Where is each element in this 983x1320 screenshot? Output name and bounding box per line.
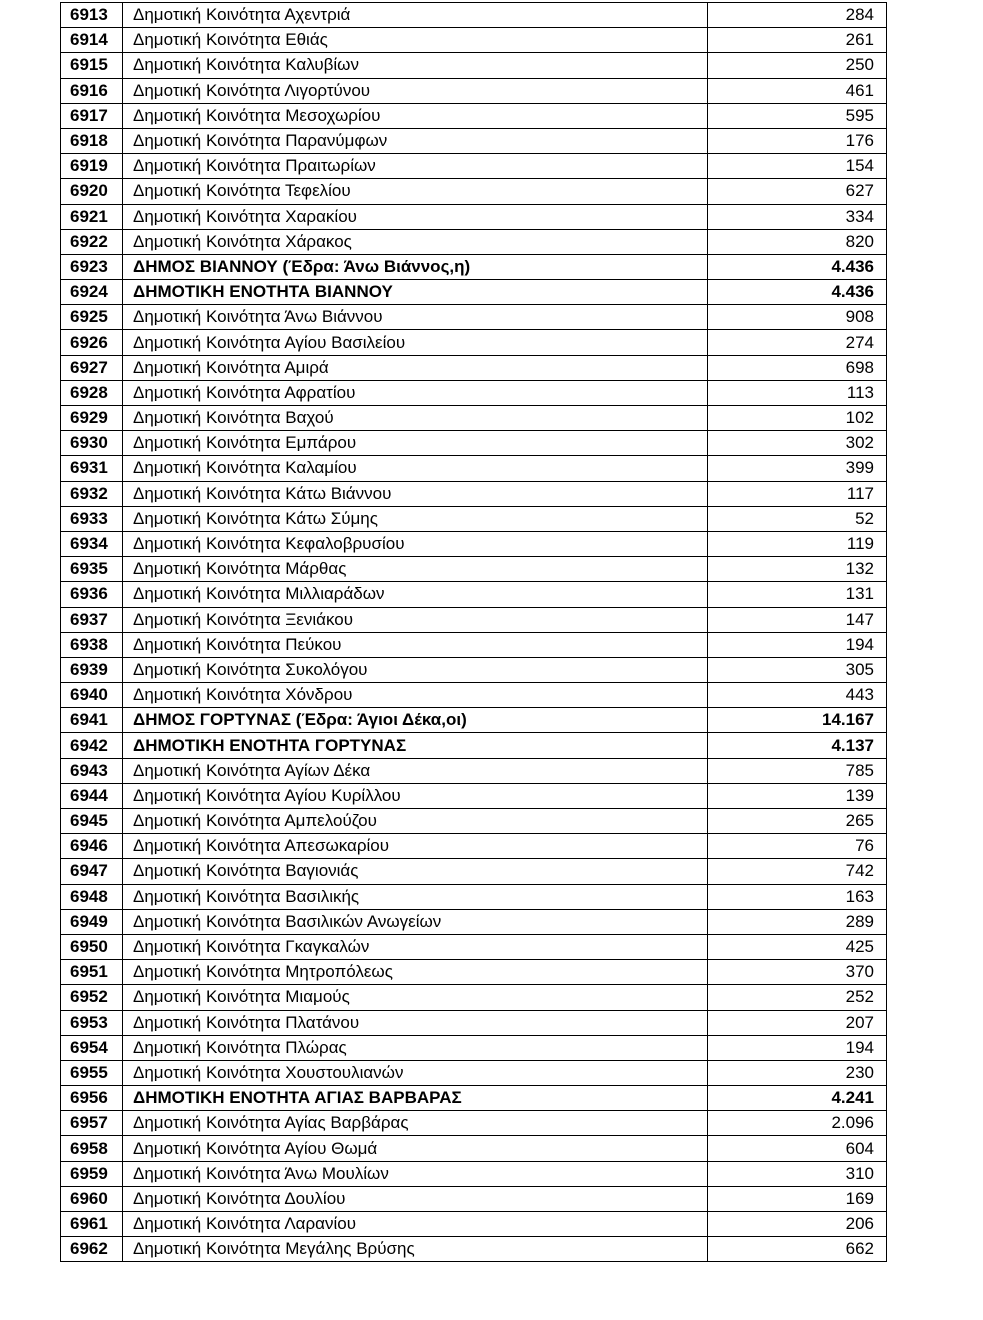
row-population-cell: 52: [708, 506, 887, 531]
table-row: [61, 506, 887, 531]
row-name-cell: ΔΗΜΟΤΙΚΗ ΕΝΟΤΗΤΑ ΒΙΑΝΝΟΥ: [123, 280, 708, 305]
row-population-cell: 194: [708, 1035, 887, 1060]
row-population-cell: 139: [708, 783, 887, 808]
row-code-cell: 6940: [61, 683, 123, 708]
row-population-cell: 4.241: [708, 1086, 887, 1111]
row-population-cell: 274: [708, 330, 887, 355]
row-population-cell: 425: [708, 934, 887, 959]
table-row: [61, 3, 887, 28]
row-code-cell: 6960: [61, 1186, 123, 1211]
table-row-heading: [61, 708, 887, 733]
table-row: [61, 305, 887, 330]
table-row: [61, 28, 887, 53]
row-population-cell: 305: [708, 657, 887, 682]
row-population-cell: 698: [708, 355, 887, 380]
row-population-cell: 604: [708, 1136, 887, 1161]
row-code-cell: 6956: [61, 1086, 123, 1111]
row-population-cell: 169: [708, 1186, 887, 1211]
row-code-cell: 6915: [61, 53, 123, 78]
row-name-cell: Δημοτική Κοινότητα Βαγιονιάς: [123, 859, 708, 884]
row-population-cell: 176: [708, 128, 887, 153]
row-name-cell: Δημοτική Κοινότητα Χόνδρου: [123, 683, 708, 708]
row-population-cell: 742: [708, 859, 887, 884]
row-name-cell: Δημοτική Κοινότητα Παρανύμφων: [123, 128, 708, 153]
row-code-cell: 6953: [61, 1010, 123, 1035]
row-name-cell: Δημοτική Κοινότητα Εθιάς: [123, 28, 708, 53]
table-row: [61, 406, 887, 431]
row-population-cell: 443: [708, 683, 887, 708]
row-population-cell: 113: [708, 380, 887, 405]
row-code-cell: 6938: [61, 632, 123, 657]
row-population-cell: 252: [708, 985, 887, 1010]
table-row: [61, 809, 887, 834]
table-row: [61, 78, 887, 103]
row-code-cell: 6917: [61, 103, 123, 128]
row-name-cell: Δημοτική Κοινότητα Αγίου Θωμά: [123, 1136, 708, 1161]
table-row: [61, 783, 887, 808]
row-name-cell: Δημοτική Κοινότητα Μεσοχωρίου: [123, 103, 708, 128]
row-population-cell: 595: [708, 103, 887, 128]
table-row: [61, 330, 887, 355]
row-code-cell: 6934: [61, 531, 123, 556]
table-row: [61, 834, 887, 859]
row-code-cell: 6958: [61, 1136, 123, 1161]
row-name-cell: Δημοτική Κοινότητα Βαχού: [123, 406, 708, 431]
row-code-cell: 6925: [61, 305, 123, 330]
table-row: [61, 934, 887, 959]
row-population-cell: 461: [708, 78, 887, 103]
row-name-cell: ΔΗΜΟΣ ΓΟΡΤΥΝΑΣ (Έδρα: Άγιοι Δέκα,οι): [123, 708, 708, 733]
table-row: [61, 960, 887, 985]
row-code-cell: 6939: [61, 657, 123, 682]
row-name-cell: Δημοτική Κοινότητα Πεύκου: [123, 632, 708, 657]
row-population-cell: 908: [708, 305, 887, 330]
row-name-cell: Δημοτική Κοινότητα Απεσωκαρίου: [123, 834, 708, 859]
table-row: [61, 985, 887, 1010]
row-code-cell: 6941: [61, 708, 123, 733]
row-code-cell: 6952: [61, 985, 123, 1010]
row-population-cell: 14.167: [708, 708, 887, 733]
table-row: [61, 1111, 887, 1136]
table-row: [61, 456, 887, 481]
row-code-cell: 6945: [61, 809, 123, 834]
table-row: [61, 154, 887, 179]
population-table-body: [61, 3, 887, 1262]
row-population-cell: 662: [708, 1237, 887, 1262]
table-row: [61, 582, 887, 607]
row-name-cell: Δημοτική Κοινότητα Αγίας Βαρβάρας: [123, 1111, 708, 1136]
row-code-cell: 6927: [61, 355, 123, 380]
row-code-cell: 6948: [61, 884, 123, 909]
table-row: [61, 607, 887, 632]
row-population-cell: 399: [708, 456, 887, 481]
row-name-cell: Δημοτική Κοινότητα Δουλίου: [123, 1186, 708, 1211]
table-row: [61, 1186, 887, 1211]
row-name-cell: Δημοτική Κοινότητα Μεγάλης Βρύσης: [123, 1237, 708, 1262]
row-population-cell: 250: [708, 53, 887, 78]
row-name-cell: Δημοτική Κοινότητα Λαρανίου: [123, 1212, 708, 1237]
row-name-cell: Δημοτική Κοινότητα Συκολόγου: [123, 657, 708, 682]
row-name-cell: Δημοτική Κοινότητα Πλατάνου: [123, 1010, 708, 1035]
row-population-cell: 785: [708, 758, 887, 783]
table-row: [61, 481, 887, 506]
row-name-cell: Δημοτική Κοινότητα Καλυβίων: [123, 53, 708, 78]
table-row: [61, 53, 887, 78]
table-row: [61, 355, 887, 380]
table-row: [61, 683, 887, 708]
table-row-heading: [61, 280, 887, 305]
row-name-cell: Δημοτική Κοινότητα Αφρατίου: [123, 380, 708, 405]
table-row: [61, 909, 887, 934]
row-name-cell: Δημοτική Κοινότητα Κάτω Βιάννου: [123, 481, 708, 506]
row-code-cell: 6922: [61, 229, 123, 254]
table-row-heading: [61, 254, 887, 279]
row-code-cell: 6928: [61, 380, 123, 405]
row-code-cell: 6924: [61, 280, 123, 305]
row-name-cell: Δημοτική Κοινότητα Ξενιάκου: [123, 607, 708, 632]
row-population-cell: 284: [708, 3, 887, 28]
table-row: [61, 204, 887, 229]
row-code-cell: 6926: [61, 330, 123, 355]
row-population-cell: 261: [708, 28, 887, 53]
table-row: [61, 758, 887, 783]
table-row: [61, 531, 887, 556]
row-name-cell: Δημοτική Κοινότητα Αμπελούζου: [123, 809, 708, 834]
row-population-cell: 310: [708, 1161, 887, 1186]
table-row: [61, 1010, 887, 1035]
row-code-cell: 6919: [61, 154, 123, 179]
row-name-cell: Δημοτική Κοινότητα Μιαμούς: [123, 985, 708, 1010]
row-code-cell: 6935: [61, 557, 123, 582]
table-row: [61, 103, 887, 128]
row-population-cell: 194: [708, 632, 887, 657]
row-code-cell: 6937: [61, 607, 123, 632]
row-population-cell: 289: [708, 909, 887, 934]
row-name-cell: Δημοτική Κοινότητα Χουστουλιανών: [123, 1060, 708, 1085]
row-name-cell: Δημοτική Κοινότητα Άνω Μουλίων: [123, 1161, 708, 1186]
table-row: [61, 128, 887, 153]
row-name-cell: Δημοτική Κοινότητα Μάρθας: [123, 557, 708, 582]
row-code-cell: 6930: [61, 431, 123, 456]
row-population-cell: 302: [708, 431, 887, 456]
row-population-cell: 147: [708, 607, 887, 632]
row-name-cell: Δημοτική Κοινότητα Αχεντριά: [123, 3, 708, 28]
row-code-cell: 6959: [61, 1161, 123, 1186]
row-code-cell: 6946: [61, 834, 123, 859]
row-name-cell: Δημοτική Κοινότητα Χαρακίου: [123, 204, 708, 229]
row-population-cell: 4.137: [708, 733, 887, 758]
row-code-cell: 6950: [61, 934, 123, 959]
row-code-cell: 6923: [61, 254, 123, 279]
table-row: [61, 179, 887, 204]
population-table: [60, 2, 887, 1262]
row-population-cell: 102: [708, 406, 887, 431]
row-name-cell: Δημοτική Κοινότητα Καλαμίου: [123, 456, 708, 481]
row-code-cell: 6962: [61, 1237, 123, 1262]
row-code-cell: 6929: [61, 406, 123, 431]
row-population-cell: 334: [708, 204, 887, 229]
row-code-cell: 6951: [61, 960, 123, 985]
row-code-cell: 6961: [61, 1212, 123, 1237]
row-population-cell: 4.436: [708, 254, 887, 279]
row-code-cell: 6921: [61, 204, 123, 229]
row-code-cell: 6947: [61, 859, 123, 884]
row-population-cell: 207: [708, 1010, 887, 1035]
row-population-cell: 132: [708, 557, 887, 582]
table-row: [61, 1161, 887, 1186]
table-row: [61, 1035, 887, 1060]
row-code-cell: 6914: [61, 28, 123, 53]
row-population-cell: 119: [708, 531, 887, 556]
table-row: [61, 1237, 887, 1262]
row-name-cell: ΔΗΜΟΤΙΚΗ ΕΝΟΤΗΤΑ ΑΓΙΑΣ ΒΑΡΒΑΡΑΣ: [123, 1086, 708, 1111]
row-code-cell: 6920: [61, 179, 123, 204]
table-row: [61, 229, 887, 254]
row-name-cell: Δημοτική Κοινότητα Βασιλικών Ανωγείων: [123, 909, 708, 934]
row-code-cell: 6916: [61, 78, 123, 103]
row-name-cell: Δημοτική Κοινότητα Χάρακος: [123, 229, 708, 254]
row-name-cell: Δημοτική Κοινότητα Αγίων Δέκα: [123, 758, 708, 783]
row-name-cell: Δημοτική Κοινότητα Αγίου Βασιλείου: [123, 330, 708, 355]
table-row: [61, 557, 887, 582]
table-row: [61, 632, 887, 657]
row-code-cell: 6949: [61, 909, 123, 934]
row-code-cell: 6933: [61, 506, 123, 531]
row-population-cell: 4.436: [708, 280, 887, 305]
row-name-cell: Δημοτική Κοινότητα Μητροπόλεως: [123, 960, 708, 985]
table-row-heading: [61, 733, 887, 758]
row-code-cell: 6936: [61, 582, 123, 607]
row-population-cell: 131: [708, 582, 887, 607]
row-code-cell: 6931: [61, 456, 123, 481]
row-name-cell: Δημοτική Κοινότητα Πλώρας: [123, 1035, 708, 1060]
table-row: [61, 1060, 887, 1085]
table-row: [61, 1212, 887, 1237]
row-code-cell: 6918: [61, 128, 123, 153]
row-code-cell: 6913: [61, 3, 123, 28]
row-population-cell: 265: [708, 809, 887, 834]
row-name-cell: Δημοτική Κοινότητα Άνω Βιάννου: [123, 305, 708, 330]
row-population-cell: 154: [708, 154, 887, 179]
row-name-cell: Δημοτική Κοινότητα Γκαγκαλών: [123, 934, 708, 959]
row-code-cell: 6954: [61, 1035, 123, 1060]
row-code-cell: 6932: [61, 481, 123, 506]
table-row: [61, 431, 887, 456]
table-row: [61, 884, 887, 909]
row-population-cell: 2.096: [708, 1111, 887, 1136]
row-population-cell: 230: [708, 1060, 887, 1085]
row-name-cell: Δημοτική Κοινότητα Κάτω Σύμης: [123, 506, 708, 531]
table-row: [61, 859, 887, 884]
row-population-cell: 206: [708, 1212, 887, 1237]
row-code-cell: 6944: [61, 783, 123, 808]
table-row-heading: [61, 1086, 887, 1111]
row-name-cell: Δημοτική Κοινότητα Εμπάρου: [123, 431, 708, 456]
row-population-cell: 117: [708, 481, 887, 506]
row-population-cell: 76: [708, 834, 887, 859]
row-name-cell: Δημοτική Κοινότητα Βασιλικής: [123, 884, 708, 909]
row-name-cell: Δημοτική Κοινότητα Μιλλιαράδων: [123, 582, 708, 607]
row-code-cell: 6942: [61, 733, 123, 758]
row-name-cell: Δημοτική Κοινότητα Αμιρά: [123, 355, 708, 380]
row-name-cell: ΔΗΜΟΤΙΚΗ ΕΝΟΤΗΤΑ ΓΟΡΤΥΝΑΣ: [123, 733, 708, 758]
row-name-cell: Δημοτική Κοινότητα Αγίου Κυρίλλου: [123, 783, 708, 808]
table-row: [61, 657, 887, 682]
row-code-cell: 6943: [61, 758, 123, 783]
table-row: [61, 380, 887, 405]
table-row: [61, 1136, 887, 1161]
row-population-cell: 820: [708, 229, 887, 254]
row-population-cell: 627: [708, 179, 887, 204]
row-code-cell: 6955: [61, 1060, 123, 1085]
row-population-cell: 163: [708, 884, 887, 909]
row-code-cell: 6957: [61, 1111, 123, 1136]
row-population-cell: 370: [708, 960, 887, 985]
row-name-cell: Δημοτική Κοινότητα Κεφαλοβρυσίου: [123, 531, 708, 556]
row-name-cell: Δημοτική Κοινότητα Πραιτωρίων: [123, 154, 708, 179]
row-name-cell: ΔΗΜΟΣ ΒΙΑΝΝΟΥ (Έδρα: Άνω Βιάννος,η): [123, 254, 708, 279]
row-name-cell: Δημοτική Κοινότητα Τεφελίου: [123, 179, 708, 204]
row-name-cell: Δημοτική Κοινότητα Λιγορτύνου: [123, 78, 708, 103]
